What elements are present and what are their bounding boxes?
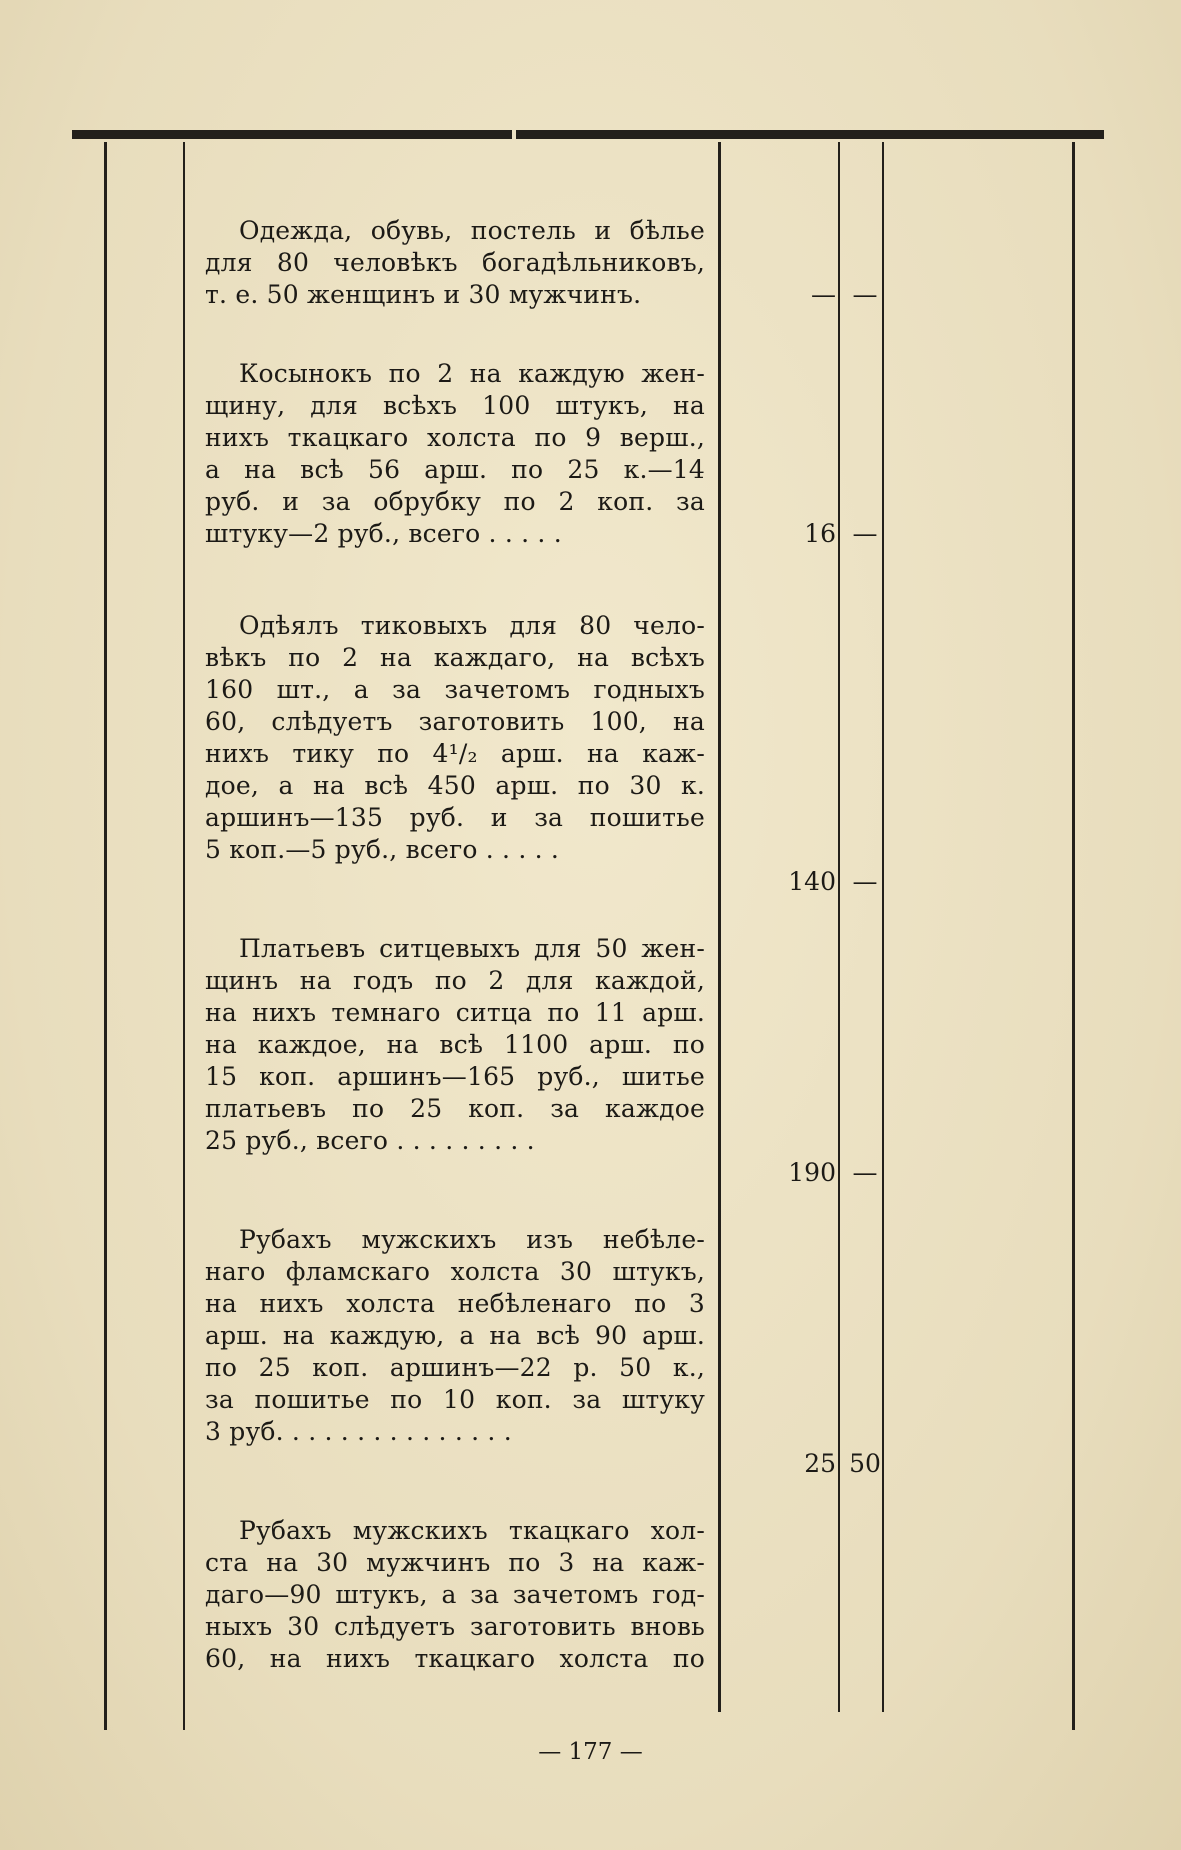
entry-line: для 80 человѣкъ богадѣльниковъ, (205, 248, 705, 277)
rubles-value: — (811, 280, 836, 309)
entry-line: арш. на каждую, а на всѣ 90 арш. (205, 1321, 705, 1350)
entry-line: Косынокъ по 2 на каждую жен- (239, 359, 705, 388)
entry-line: на каждое, на всѣ 1100 арш. по (205, 1030, 705, 1059)
kopecks-value: — (852, 280, 878, 309)
entry-line: дое, а на всѣ 450 арш. по 30 к. (205, 771, 705, 800)
entry-blankets (205, 610, 705, 866)
entry-line: на нихъ темнаго ситца по 11 арш. (205, 998, 705, 1027)
entry-line: даго—90 штукъ, а за зачетомъ год- (205, 1580, 705, 1609)
entry-line: т. е. 50 женщинъ и 30 мужчинъ. (205, 280, 642, 309)
kopecks-value: — (852, 867, 878, 896)
entry-line: наго фламскаго холста 30 штукъ, (205, 1257, 705, 1286)
entry-line: щинъ на годъ по 2 для каждой, (205, 966, 705, 995)
entry-kerchiefs (205, 358, 705, 550)
column-rule-rub-kop (838, 142, 840, 1712)
rubles-value: 140 (788, 867, 836, 896)
entry-line: Рубахъ мужскихъ ткацкаго хол- (239, 1516, 705, 1545)
kopecks-value: — (852, 519, 878, 548)
entry-line: Одежда, обувь, постель и бѣлье (239, 216, 705, 245)
entry-line: нихъ ткацкаго холста по 9 верш., (205, 423, 705, 452)
entry-line: ныхъ 30 слѣдуетъ заготовить вновь (205, 1612, 705, 1641)
entry-line: 160 шт., а за зачетомъ годныхъ (205, 675, 705, 704)
entry-line: ста на 30 мужчинъ по 3 на каж- (205, 1548, 705, 1577)
entry-dresses (205, 933, 705, 1157)
entry-line: руб. и за обрубку по 2 коп. за (205, 487, 705, 516)
page-number: — 177 — (538, 1739, 643, 1765)
entry-line: 15 коп. аршинъ—165 руб., шитье (205, 1062, 705, 1091)
entry-shirts-woven (205, 1515, 705, 1675)
rubles-value: 190 (788, 1158, 836, 1187)
entry-line: вѣкъ по 2 на каждаго, на всѣхъ (205, 643, 705, 672)
entry-line: платьевъ по 25 коп. за каждое (205, 1094, 705, 1123)
entry-line: Платьевъ ситцевыхъ для 50 жен- (239, 934, 705, 963)
kopecks-value: 50 (849, 1449, 881, 1478)
column-rule-outer-left (104, 142, 107, 1730)
kopecks-value: — (852, 1158, 878, 1187)
entry-line: Рубахъ мужскихъ изъ небѣле- (239, 1225, 705, 1254)
entry-line: 25 руб., всего . . . . . . . . . (205, 1126, 535, 1155)
top-rule (72, 130, 1104, 139)
entry-line: щину, для всѣхъ 100 штукъ, на (205, 391, 705, 420)
entry-line: 5 коп.—5 руб., всего . . . . . (205, 835, 560, 864)
entry-line: 3 руб. . . . . . . . . . . . . . . (205, 1417, 512, 1446)
entry-line: штуку—2 руб., всего . . . . . (205, 519, 562, 548)
entry-clothing-intro (205, 215, 705, 311)
entry-line: за пошитье по 10 коп. за штуку (205, 1385, 705, 1414)
column-rule-outer-right (1072, 142, 1075, 1730)
entry-line: 60, слѣдуетъ заготовить 100, на (205, 707, 705, 736)
rubles-value: 16 (804, 519, 836, 548)
entry-line: аршинъ—135 руб. и за пошитье (205, 803, 705, 832)
column-rule-text-left (183, 142, 185, 1730)
entry-line: на нихъ холста небѣленаго по 3 (205, 1289, 705, 1318)
entry-line: Одѣялъ тиковыхъ для 80 чело- (239, 611, 705, 640)
entry-line: по 25 коп. аршинъ—22 р. 50 к., (205, 1353, 705, 1382)
entry-line: а на всѣ 56 арш. по 25 к.—14 (205, 455, 705, 484)
column-rule-text-right (718, 142, 721, 1712)
entry-line: 60, на нихъ ткацкаго холста по (205, 1644, 705, 1673)
entry-line: нихъ тику по 4¹/₂ арш. на каж- (205, 739, 705, 768)
entry-shirts-flemish (205, 1224, 705, 1448)
rubles-value: 25 (804, 1449, 836, 1478)
